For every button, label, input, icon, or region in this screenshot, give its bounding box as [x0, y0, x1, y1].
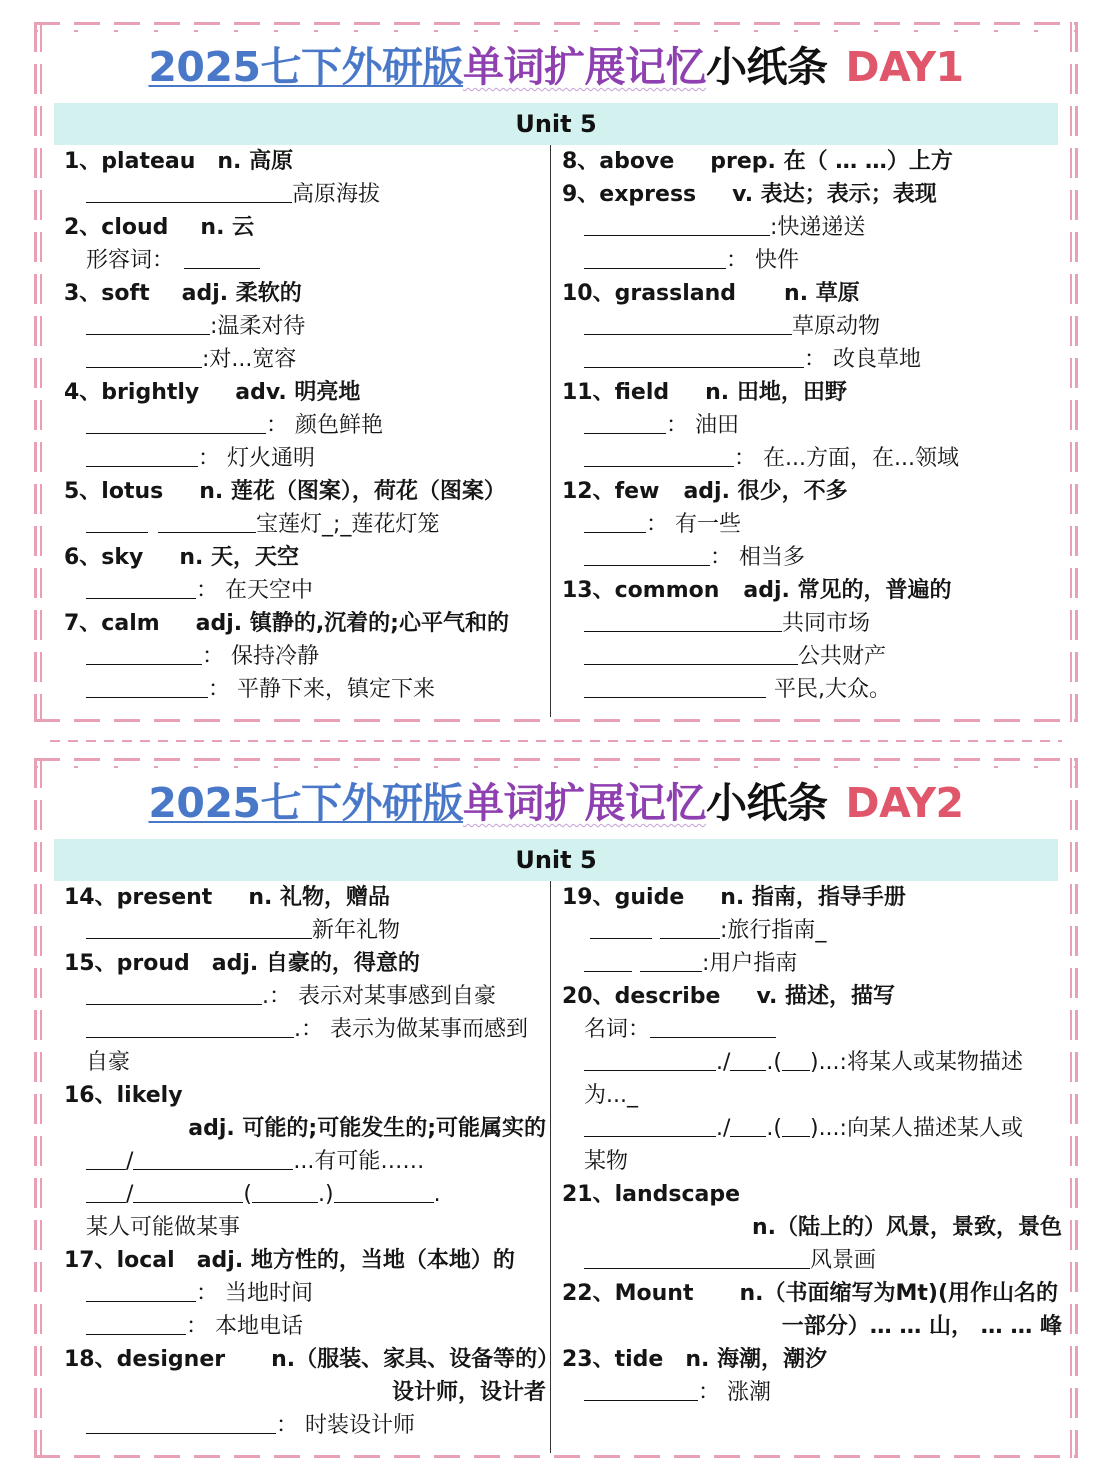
answer-blank: [86, 675, 208, 698]
entry-7-heading: 7、calm adj. 镇静的,沉着的;心平气和的: [64, 611, 509, 636]
title-part-blue: 2025七下外研版: [148, 43, 464, 91]
page-title: [34, 42, 1078, 92]
answer-blank: [86, 916, 312, 939]
answer-blank: [584, 1048, 716, 1071]
entry-20-blank-line: 名词：: [562, 1013, 1062, 1046]
entry-12-blank-line: ： 相当多: [562, 541, 1062, 574]
entry-5-blank-line: 宝莲灯_;_莲花灯笼: [64, 508, 546, 541]
note-card-day1: [34, 22, 1078, 722]
answer-blank: [252, 1180, 318, 1203]
entry-11-heading: 11、field n. 田地，田野: [562, 380, 847, 405]
answer-blank: [86, 510, 148, 533]
entry-11-blank-line: ： 油田: [562, 409, 1062, 442]
answer-blank: [584, 609, 782, 632]
entry-16-blank-line: / ...有可能……: [64, 1145, 546, 1178]
answer-blank: [730, 1114, 766, 1137]
entry-6-blank-line: ： 在天空中: [64, 574, 546, 607]
entry-21-definition: n.（陆上的）风景，景致，景色: [751, 1215, 1062, 1240]
title-day-label: DAY2: [845, 779, 964, 827]
entry-4-blank-line: ： 灯火通明: [64, 442, 546, 475]
page-title: [34, 778, 1078, 828]
answer-blank: [730, 1048, 766, 1071]
answer-blank: [86, 345, 202, 368]
entry-20-wrap: 为..._: [584, 1083, 638, 1108]
entry-12-blank-line: ： 有一些: [562, 508, 1062, 541]
answer-blank: [133, 1147, 293, 1170]
answer-blank: [86, 642, 202, 665]
entry-16-wrap: 某人可能做某事: [86, 1215, 241, 1240]
entry-3-heading: 3、soft adj. 柔软的: [64, 281, 302, 306]
entry-2-blank-line: 形容词：: [64, 244, 546, 277]
entry-14-heading: 14、present n. 礼物，赠品: [64, 885, 391, 910]
entry-23-blank-line: ： 涨潮: [562, 1376, 1062, 1409]
answer-blank: [86, 312, 210, 335]
answer-blank: [782, 1114, 810, 1137]
left-column: [64, 145, 546, 706]
entry-18-definition-wrap: 设计师，设计者: [391, 1380, 546, 1405]
entry-13-blank-line: 平民,大众。: [562, 673, 1062, 706]
answer-blank: [86, 1312, 186, 1335]
entry-20-heading: 20、describe v. 描述，描写: [562, 984, 896, 1009]
title-part-purple: 单词扩展记忆: [463, 779, 707, 827]
answer-blank: [584, 543, 710, 566]
entry-17-heading: 17、local adj. 地方性的，当地（本地）的: [64, 1248, 515, 1273]
unit-header: Unit 5: [54, 103, 1058, 145]
answer-blank: [584, 675, 766, 698]
answer-blank: [590, 916, 652, 939]
entry-18-heading: 18、designer n.（服装、家具、设备等的）: [64, 1347, 560, 1372]
entry-13-heading: 13、common adj. 常见的，普遍的: [562, 578, 952, 603]
entry-3-blank-line: :对...宽容: [64, 343, 546, 376]
answer-blank: [584, 345, 804, 368]
entry-15-heading: 15、proud adj. 自豪的，得意的: [64, 951, 420, 976]
answer-blank: [184, 246, 260, 269]
entry-4-heading: 4、brightly adv. 明亮地: [64, 380, 361, 405]
entry-16-heading: 16、likely: [64, 1083, 183, 1108]
card-separator: [50, 740, 1062, 742]
entry-11-blank-line: ： 在...方面，在...领域: [562, 442, 1062, 475]
answer-blank: [584, 246, 726, 269]
entry-9-blank-line: :快递递送: [562, 211, 1062, 244]
entry-16-blank-line: / ( .) .: [64, 1178, 546, 1211]
answer-blank: [86, 1015, 294, 1038]
entry-21-blank-line: 风景画: [562, 1244, 1062, 1277]
entry-10-blank-line: ： 改良草地: [562, 343, 1062, 376]
answer-blank: [650, 1015, 776, 1038]
entry-7-blank-line: ： 平静下来，镇定下来: [64, 673, 546, 706]
title-part-purple: 单词扩展记忆: [463, 43, 707, 91]
right-column: [562, 145, 1062, 706]
entry-20-blank-line: ./ .( )...:向某人描述某人或: [562, 1112, 1062, 1145]
entry-20-blank-line: ./ .( )...:将某人或某物描述: [562, 1046, 1062, 1079]
answer-blank: [86, 180, 292, 203]
title-part-blue: 2025七下外研版: [148, 779, 464, 827]
entry-15-blank-line: .： 表示对某事感到自豪: [64, 980, 546, 1013]
entry-7-blank-line: ： 保持冷静: [64, 640, 546, 673]
answer-blank: [86, 1279, 196, 1302]
entry-18-blank-line: ： 时装设计师: [64, 1409, 546, 1442]
answer-blank: [133, 1180, 243, 1203]
answer-blank: [584, 1114, 716, 1137]
entry-23-heading: 23、tide n. 海潮，潮汐: [562, 1347, 828, 1372]
entry-6-heading: 6、sky n. 天，天空: [64, 545, 300, 570]
answer-blank: [584, 444, 734, 467]
entry-19-blank-line: :用户指南: [562, 947, 1062, 980]
entry-20-wrap: 某物: [584, 1149, 629, 1174]
entry-17-blank-line: ： 当地时间: [64, 1277, 546, 1310]
entry-19-heading: 19、guide n. 指南，指导手册: [562, 885, 906, 910]
entry-16-definition: adj. 可能的;可能发生的;可能属实的: [188, 1116, 546, 1141]
answer-blank: [86, 982, 262, 1005]
entry-22-definition-wrap: 一部分）… … 山， … … 峰: [781, 1314, 1062, 1339]
unit-header: Unit 5: [54, 839, 1058, 881]
entry-4-blank-line: ： 颜色鲜艳: [64, 409, 546, 442]
note-card-day2: [34, 758, 1078, 1458]
answer-blank: [86, 411, 266, 434]
title-part-black: 小纸条: [706, 779, 828, 827]
entry-14-blank-line: 新年礼物: [64, 914, 546, 947]
answer-blank: [584, 411, 666, 434]
entry-13-blank-line: 共同市场: [562, 607, 1062, 640]
answer-blank: [584, 312, 792, 335]
entry-1-heading: 1、plateau n. 高原: [64, 149, 294, 174]
answer-blank: [86, 1147, 126, 1170]
answer-blank: [86, 576, 196, 599]
entry-17-blank-line: ： 本地电话: [64, 1310, 546, 1343]
entry-13-blank-line: 公共财产: [562, 640, 1062, 673]
answer-blank: [584, 642, 798, 665]
answer-blank: [86, 1180, 126, 1203]
answer-blank: [86, 444, 198, 467]
answer-blank: [158, 510, 256, 533]
entry-2-heading: 2、cloud n. 云: [64, 215, 255, 240]
entry-8-heading: 8、above prep. 在（ … …）上方: [562, 149, 953, 174]
answer-blank: [334, 1180, 434, 1203]
entry-21-heading: 21、landscape: [562, 1182, 741, 1207]
answer-blank: [584, 510, 646, 533]
answer-blank: [782, 1048, 810, 1071]
entry-5-heading: 5、lotus n. 莲花（图案），荷花（图案）: [64, 479, 506, 504]
entry-9-blank-line: ： 快件: [562, 244, 1062, 277]
title-day-label: DAY1: [845, 43, 964, 91]
answer-blank: [640, 949, 702, 972]
entry-3-blank-line: :温柔对待: [64, 310, 546, 343]
answer-blank: [584, 1378, 698, 1401]
column-divider: [550, 145, 551, 717]
answer-blank: [584, 949, 632, 972]
answer-blank: [86, 1411, 276, 1434]
answer-blank: [584, 1246, 810, 1269]
answer-blank: [584, 213, 770, 236]
entry-10-blank-line: 草原动物: [562, 310, 1062, 343]
answer-blank: [660, 916, 720, 939]
entry-15-blank-line: .： 表示为做某事而感到: [64, 1013, 546, 1046]
entry-19-blank-line: :旅行指南_: [562, 914, 1062, 947]
entry-1-blank-line: 高原海拔: [64, 178, 546, 211]
entry-15-wrap: 自豪: [86, 1050, 131, 1075]
entry-9-heading: 9、express v. 表达；表示；表现: [562, 182, 937, 207]
title-part-black: 小纸条: [706, 43, 828, 91]
entry-22-heading: 22、Mount n.（书面缩写为Mt)(用作山名的: [562, 1281, 1059, 1306]
entry-10-heading: 10、grassland n. 草原: [562, 281, 860, 306]
entry-12-heading: 12、few adj. 很少，不多: [562, 479, 848, 504]
left-column: [64, 881, 560, 1442]
right-column: [562, 881, 1062, 1409]
